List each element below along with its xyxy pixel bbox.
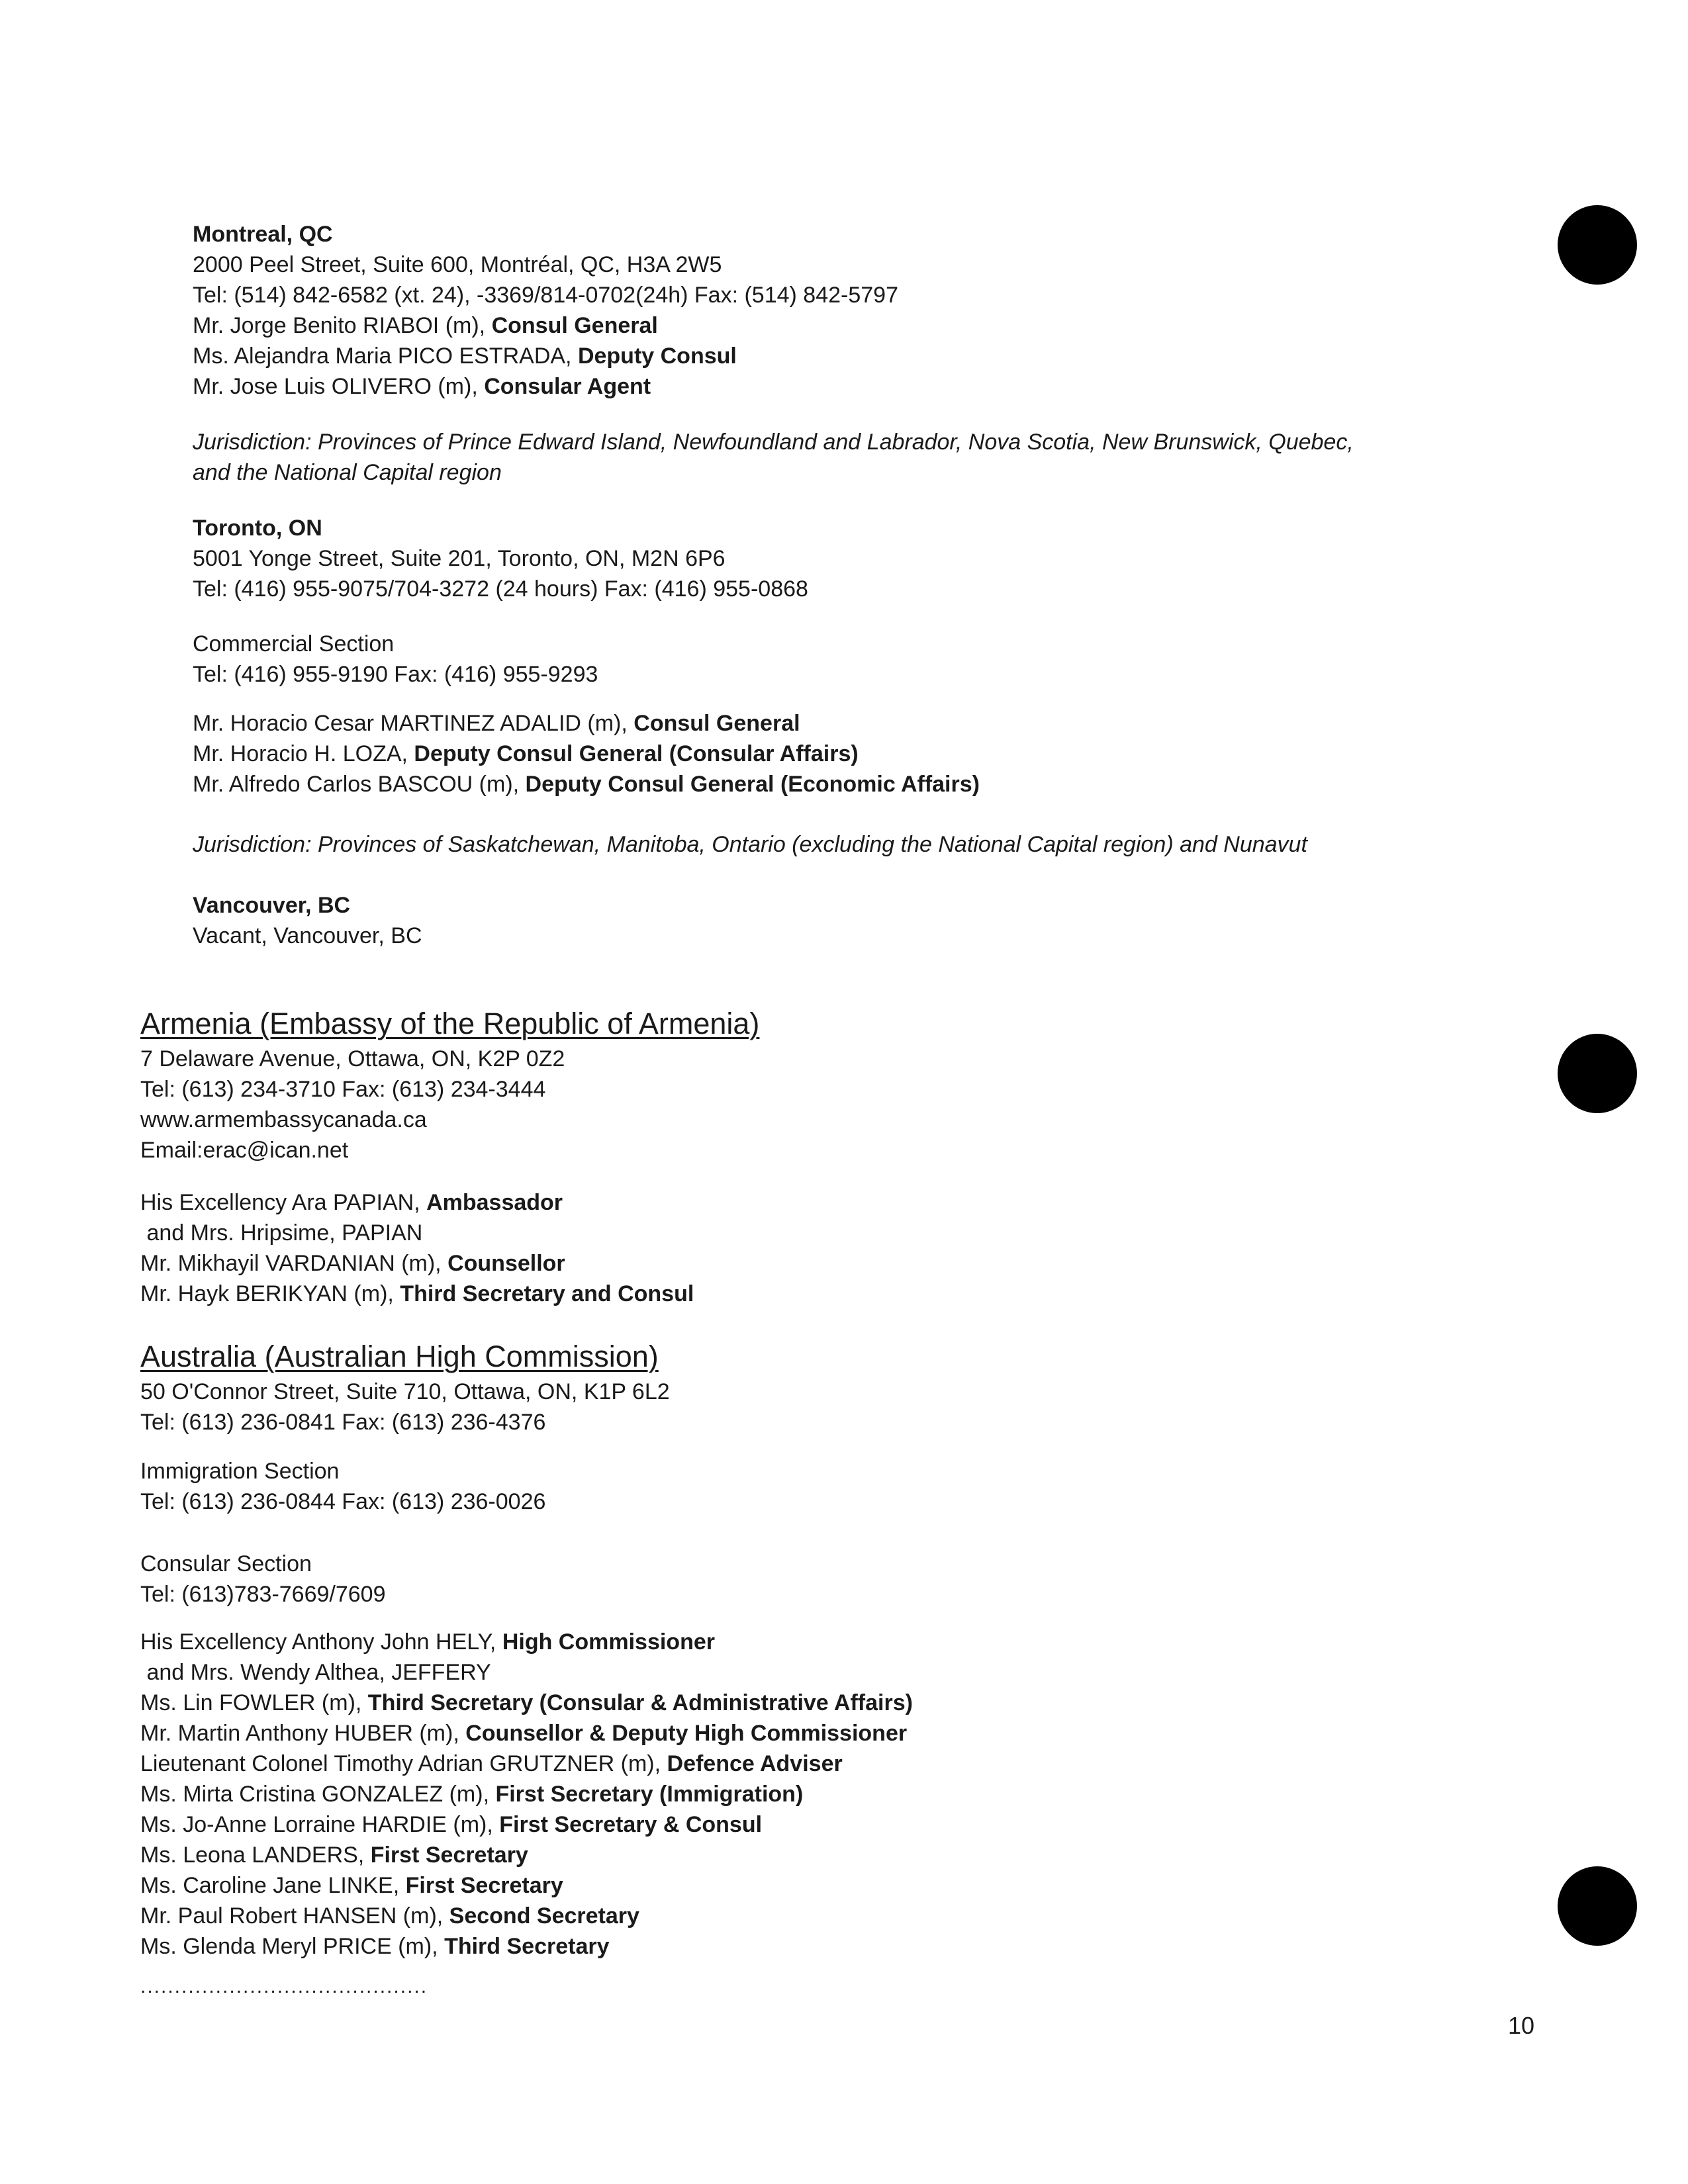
staff-name: Mr. Hayk BERIKYAN (m), [140, 1281, 400, 1306]
immigration-section-label: Immigration Section [140, 1459, 340, 1484]
immigration-phones: Tel: (613) 236-0844 Fax: (613) 236-0026 [140, 1489, 546, 1514]
montreal-jurisdiction [193, 427, 1354, 488]
vancouver-detail: Vacant, Vancouver, BC [193, 923, 422, 948]
australia-staff [140, 1627, 913, 1962]
toronto-city: Toronto, ON [193, 516, 322, 541]
binder-hole-top [1558, 205, 1637, 285]
spouse-line: and Mrs. Hripsime, PAPIAN [140, 1220, 423, 1246]
binder-hole-middle [1558, 1034, 1637, 1113]
staff-name: His Excellency Ara PAPIAN, [140, 1190, 427, 1215]
australia-address: 50 O'Connor Street, Suite 710, Ottawa, ON, K1P 6L2 [140, 1379, 670, 1404]
staff-name: Mr. Paul Robert HANSEN (m), [140, 1903, 449, 1929]
montreal-city: Montreal, QC [193, 222, 333, 247]
staff-name: Lieutenant Colonel Timothy Adrian GRUTZNER (m), [140, 1751, 667, 1776]
staff-line [193, 371, 898, 402]
staff-name: Mr. Jorge Benito RIABOI (m), [193, 313, 492, 338]
staff-title: Consul General [633, 711, 800, 736]
staff-line [140, 1931, 913, 1962]
head-of-mission [140, 1187, 694, 1218]
armenia-phones: Tel: (613) 234-3710 Fax: (613) 234-3444 [140, 1077, 546, 1102]
staff-line [140, 1248, 694, 1279]
staff-line [140, 1870, 913, 1901]
staff-title: Counsellor & Deputy High Commissioner [465, 1721, 908, 1746]
australia-block [140, 1337, 670, 1437]
staff-line [193, 739, 980, 769]
jurisdiction-line: Jurisdiction: Provinces of Saskatchewan, Manitoba, Ontario (excluding the National Capital region) and Nunavut [193, 832, 1307, 857]
staff-line [140, 1279, 694, 1309]
staff-name: Mr. Mikhayil VARDANIAN (m), [140, 1251, 448, 1276]
staff-line [140, 1718, 913, 1749]
toronto-commercial [193, 629, 598, 690]
staff-name: Mr. Alfredo Carlos BASCOU (m), [193, 772, 526, 797]
toronto-address: 5001 Yonge Street, Suite 201, Toronto, ON, M2N 6P6 [193, 546, 726, 571]
australia-immigration [140, 1456, 545, 1517]
australia-consular [140, 1549, 386, 1610]
spouse-line: and Mrs. Wendy Althea, JEFFERY [140, 1660, 491, 1685]
commercial-section-label: Commercial Section [193, 631, 395, 657]
staff-name: Ms. Leona LANDERS, [140, 1843, 371, 1868]
armenia-address: 7 Delaware Avenue, Ottawa, ON, K2P 0Z2 [140, 1046, 565, 1071]
armenia-email: Email:erac@ican.net [140, 1138, 349, 1163]
staff-title: Consul General [491, 313, 658, 338]
binder-hole-bottom [1558, 1866, 1637, 1946]
montreal-phones: Tel: (514) 842-6582 (xt. 24), -3369/814-0702(24h) Fax: (514) 842-5797 [193, 283, 898, 308]
staff-line [193, 708, 980, 739]
toronto-staff [193, 708, 980, 799]
staff-name: Ms. Alejandra Maria PICO ESTRADA, [193, 343, 578, 369]
staff-title: Deputy Consul [577, 343, 737, 369]
commercial-phones: Tel: (416) 955-9190 Fax: (416) 955-9293 [193, 662, 598, 687]
staff-name: Ms. Glenda Meryl PRICE (m), [140, 1934, 445, 1959]
vancouver-block [193, 890, 422, 951]
staff-title: First Secretary [405, 1873, 563, 1898]
staff-line [140, 1840, 913, 1870]
staff-title: First Secretary [370, 1843, 528, 1868]
page-number: 10 [1508, 2012, 1535, 2039]
staff-title: Counsellor [447, 1251, 565, 1276]
staff-title: Deputy Consul General (Consular Affairs) [414, 741, 859, 766]
jurisdiction-line: Jurisdiction: Provinces of Prince Edward Island, Newfoundland and Labrador, Nova Scotia, New Brunswick, Quebec, [193, 430, 1354, 455]
staff-title: Third Secretary and Consul [400, 1281, 694, 1306]
staff-name: Ms. Caroline Jane LINKE, [140, 1873, 406, 1898]
armenia-staff [140, 1187, 694, 1309]
dotted-leader: .......................................... [140, 1976, 428, 1997]
staff-name: Mr. Jose Luis OLIVERO (m), [193, 374, 485, 399]
staff-name: Mr. Horacio Cesar MARTINEZ ADALID (m), [193, 711, 634, 736]
toronto-jurisdiction [193, 829, 1307, 860]
staff-title: Consular Agent [484, 374, 651, 399]
staff-title: First Secretary & Consul [499, 1812, 763, 1837]
armenia-heading: Armenia (Embassy of the Republic of Armenia) [140, 1007, 760, 1040]
staff-title: Third Secretary (Consular & Administrative Affairs) [367, 1690, 913, 1715]
staff-line [140, 1688, 913, 1718]
staff-title: First Secretary (Immigration) [495, 1782, 804, 1807]
australia-phones: Tel: (613) 236-0841 Fax: (613) 236-4376 [140, 1410, 546, 1435]
staff-title: Defence Adviser [667, 1751, 843, 1776]
staff-title: Second Secretary [449, 1903, 639, 1929]
toronto-block [193, 513, 808, 604]
australia-heading: Australia (Australian High Commission) [140, 1340, 659, 1373]
montreal-address: 2000 Peel Street, Suite 600, Montréal, QC, H3A 2W5 [193, 252, 722, 277]
armenia-block [140, 1004, 759, 1165]
staff-title: Deputy Consul General (Economic Affairs) [525, 772, 980, 797]
armenia-website: www.armembassycanada.ca [140, 1107, 427, 1132]
montreal-block [193, 219, 898, 402]
staff-line [193, 769, 980, 799]
staff-name: His Excellency Anthony John HELY, [140, 1629, 502, 1655]
staff-title: High Commissioner [502, 1629, 715, 1655]
staff-name: Ms. Lin FOWLER (m), [140, 1690, 368, 1715]
consular-phones: Tel: (613)783-7669/7609 [140, 1582, 386, 1607]
consular-section-label: Consular Section [140, 1551, 312, 1576]
staff-line [193, 310, 898, 341]
jurisdiction-line: and the National Capital region [193, 460, 502, 485]
staff-line [140, 1809, 913, 1840]
staff-name: Mr. Martin Anthony HUBER (m), [140, 1721, 466, 1746]
staff-line [140, 1779, 913, 1809]
staff-line [140, 1749, 913, 1779]
staff-title: Third Secretary [444, 1934, 610, 1959]
staff-name: Mr. Horacio H. LOZA, [193, 741, 414, 766]
staff-name: Ms. Mirta Cristina GONZALEZ (m), [140, 1782, 496, 1807]
toronto-phones: Tel: (416) 955-9075/704-3272 (24 hours) Fax: (416) 955-0868 [193, 576, 808, 602]
staff-name: Ms. Jo-Anne Lorraine HARDIE (m), [140, 1812, 500, 1837]
vancouver-city: Vancouver, BC [193, 893, 351, 918]
staff-line [193, 341, 898, 371]
staff-line [140, 1901, 913, 1931]
head-of-mission [140, 1627, 913, 1657]
staff-title: Ambassador [426, 1190, 563, 1215]
